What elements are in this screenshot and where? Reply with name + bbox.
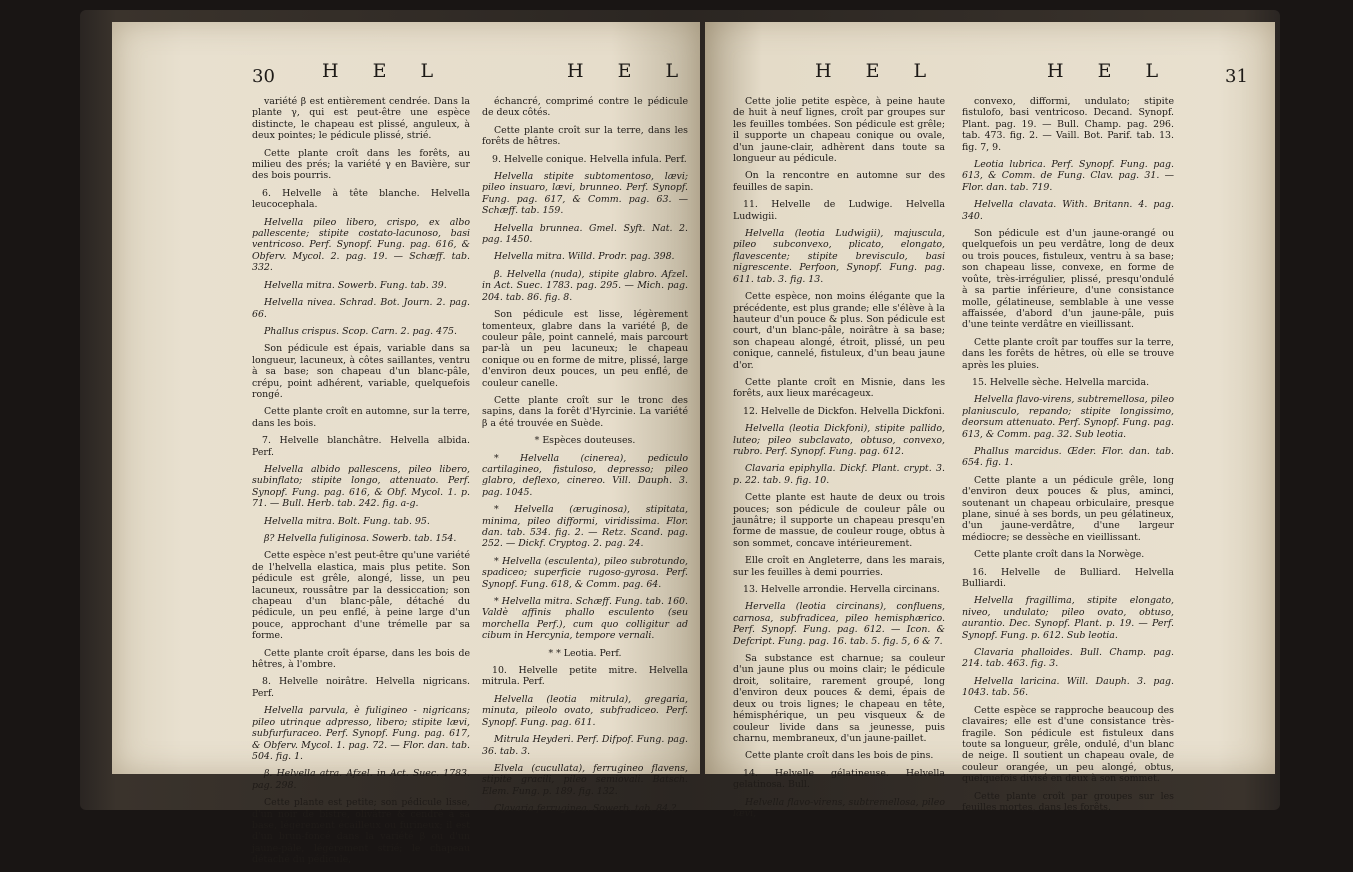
running-head: H E L	[322, 60, 448, 82]
paragraph: Clavaria phalloides. Bull. Champ. pag. 214. tab. 463. fig. 3.	[962, 647, 1174, 670]
paragraph: Helvella flavo-virens, subtremellosa, pileo planiusculo, repando; stipite longissimo, deorsum attenuato. Perf. Synopf. Fung. pag. 613, & Comm. pag. 32. Sub leotia.	[962, 394, 1174, 440]
running-head: H E L	[1047, 60, 1173, 82]
paragraph: β. Helvella (nuda), stipite glabro. Afzel. in Act. Suec. 1783. pag. 295. — Mich. pag. 204. tab. 86. fig. 8.	[482, 268, 688, 303]
paragraph: Cette plante croît en automne, sur la terre, dans les bois.	[252, 406, 470, 429]
paragraph: convexo, difformi, undulato; stipite fistulofo, basi ventricoso. Decand. Synopf. Plant. pag. 19. — Bull. Champ. pag. 296. tab. 473. fig. 2. — Vaill. Bot. Parif. tab. 13. fig. 7, 9.	[962, 96, 1174, 153]
paragraph: Helvella pileo libero, crispo, ex albo pallescente; stipite costato-lacunoso, basi ventricoso. Perf. Synopf. Fung. pag. 616, & Obferv. Mycol. 2. pag. 19. — Schæff. tab. 332.	[252, 216, 470, 274]
paragraph: 11. Helvelle de Ludwige. Helvella Ludwigii.	[733, 199, 945, 222]
paragraph: Cette jolie petite espèce, à peine haute de huit à neuf lignes, croît par groupes sur les feuilles tombées. Son pédicule est grêle; il supporte un chapeau conique ou ovale, d'un jaune-clair, adhèrent dans toute sa longueur au pédicule.	[733, 96, 945, 165]
paragraph: Helvella flavo-virens, subtremellosa, pileo lævi,	[733, 796, 945, 819]
paragraph: Cette plante croît par groupes sur les feuilles mortes, dans les forêts.	[962, 790, 1174, 813]
paragraph: 10. Helvelle petite mitre. Helvella mitrula. Perf.	[482, 665, 688, 688]
paragraph: Helvella (leotia Ludwigii), majuscula, pileo subconvexo, plicato, elongato, flavescente; stipite brevisculo, basi nigrescente. Perfoon, Synopf. Fung. pag. 611. tab. 3. fig. 13.	[733, 228, 945, 285]
paragraph: Cette plante croît dans les forêts, au milieu des prés; la variété γ en Bavière, sur des bois pourris.	[252, 147, 470, 182]
paragraph: 13. Helvelle arrondie. Hervella circinans.	[743, 584, 940, 596]
paragraph: variété β est entièrement cendrée. Dans la plante γ, qui est peut-être une espèce distincte, le chapeau est plissé, anguleux, à deux pointes; le pédicule plissé, strié.	[252, 96, 470, 142]
paragraph: 7. Helvelle blanchâtre. Helvella albida. Perf.	[252, 435, 470, 458]
paragraph: 15. Helvelle sèche. Helvella marcida.	[972, 376, 1150, 388]
paragraph: 12. Helvelle de Dickfon. Helvella Dickfoni.	[743, 405, 945, 417]
text-column	[733, 96, 945, 825]
paragraph: Cette espèce n'est peut-être qu'une variété de l'helvella elastica, mais plus petite. Son pédicule est grêle, alongé, lisse, un peu lacuneux, roussâtre par la dessiccation; son chapeau d'un blanc-pâle, détaché du pédicule, un peu enflé, à peine large d'un pouce, approchant d'une trémelle par sa forme.	[252, 550, 470, 642]
paragraph: 16. Helvelle de Bulliard. Helvella Bulliardi.	[962, 566, 1174, 590]
paragraph: 6. Helvelle à tête blanche. Helvella leucocephala.	[252, 187, 470, 211]
paragraph: Clavaria ferruginea. Sowerb. tab. 84.?	[494, 803, 677, 815]
paragraph: 14. Helvelle gélatineuse. Helvella gelatinosa. Bull.	[733, 767, 945, 791]
paragraph: Cette plante croît en Misnie, dans les forêts, aux lieux marécageux.	[733, 376, 945, 400]
paragraph: Helvella mitra. Bolt. Fung. tab. 95.	[264, 515, 430, 527]
paragraph: Elvela (cucullata), ferrugineo flavens, stipite gracili, pileo semiovali. Batsch. Elem. Fung. p. 189. fig. 132.	[482, 762, 688, 797]
text-column	[962, 96, 1174, 819]
paragraph: Cette plante est haute de deux ou trois pouces; son pédicule de couleur pâle ou jaunâtre; il supporte un chapeau presqu'en forme de massue, de couleur rouge, obtus à son sommet, concave intérieurement.	[733, 492, 945, 549]
paragraph: Mitrula Heyderi. Perf. Difpof. Fung. pag. 36. tab. 3.	[482, 734, 688, 757]
paragraph: Cette plante croît dans les bois de pins.	[745, 750, 934, 762]
paragraph: Helvella nivea. Schrad. Bot. Journ. 2. pag. 66.	[252, 297, 470, 320]
paragraph: Helvella parvula, è fuligineo - nigricans; pileo utrinque adpresso, libero; stipite lævi, subfurfuraceo. Perf. Synopf. Fung. pag. 617, & Obferv. Mycol. 1. pag. 72. — Flor. dan. tab. 504. fig. 1.	[252, 705, 470, 762]
paragraph: * Helvella mitra. Schæff. Fung. tab. 160. Valdè affinis phallo esculento (seu morchella Perf.), cum quo colligitur ad cibum in Hercynia, tempore vernali.	[482, 596, 688, 642]
paragraph: échancré, comprimé contre le pédicule de deux côtés.	[482, 96, 688, 119]
paragraph: Helvella stipite subtomentoso, lævi; pileo insuaro, lævi, brunneo. Perf. Synopf. Fung. pag. 617, & Comm. pag. 63. — Schæff. tab. 159.	[482, 171, 688, 217]
paragraph: Helvella mitra. Sowerb. Fung. tab. 39.	[264, 279, 447, 291]
paragraph: β. Helvella atra. Afzel. in Act. Suec. 1783. pag. 298.	[252, 768, 470, 791]
text-column	[252, 96, 470, 872]
paragraph: * Helvella (esculenta), pileo subrotundo, spadiceo; superficie rugoso-gyrosa. Perf. Synopf. Fung. 618, & Comm. pag. 64.	[482, 555, 688, 590]
paragraph: Cette espèce se rapproche beaucoup des clavaires; elle est d'une consistance très-fragile. Son pédicule est fistuleux dans toute sa longueur, grêle, ondulé, d'un blanc de neige. Il soutient un chapeau ovale, de couleur orangée, un peu alongé, obtus, quelquefois divisé en deux à son sommet.	[962, 704, 1174, 785]
paragraph: Cette plante croît dans la Norwège.	[974, 549, 1145, 561]
paragraph: Son pédicule est épais, variable dans sa longueur, lacuneux, à côtes saillantes, ventru à sa base; son chapeau d'un blanc-pâle, crépu, point adhérent, variable, quelquefois rongé.	[252, 343, 470, 400]
paragraph: Helvella brunnea. Gmel. Syft. Nat. 2. pag. 1450.	[482, 222, 688, 246]
paragraph: Helvella (leotia mitrula), gregaria, minuta, pileolo ovato, subfradiceo. Perf. Synopf. Fung. pag. 611.	[482, 693, 688, 728]
paragraph: Cette espèce, non moins élégante que la précédente, est plus grande; elle s'élève à la hauteur d'un pouce & plus. Son pédicule est court, d'un blanc-pâle, noirâtre à sa base; son chapeau alongé, étroit, plissé, un peu conique, cannelé, fistuleux, d'un beau jaune d'or.	[733, 291, 945, 371]
paragraph: * Espèces douteuses.	[534, 435, 636, 447]
left-page	[112, 22, 700, 866]
text-column	[482, 96, 688, 821]
paragraph: Leotia lubrica. Perf. Synopf. Fung. pag. 613, & Comm. de Fung. Clav. pag. 31. — Flor. dan. tab. 719.	[962, 159, 1174, 193]
paragraph: Cette plante croît éparse, dans les bois de hêtres, à l'ombre.	[252, 647, 470, 671]
paragraph: 8. Helvelle noirâtre. Helvella nigricans. Perf.	[252, 676, 470, 699]
paragraph: * Helvella (æruginosa), stipitata, minima, pileo difformi, viridissima. Flor. dan. tab. 534. fig. 2. — Retz. Scand. pag. 252. — Dickf. Cryptog. 2. pag. 24.	[482, 504, 688, 550]
paragraph: Cette plante a un pédicule grêle, long d'environ deux pouces & plus, aminci, soutenant un chapeau orbiculaire, presque plane, sinué à ses bords, un peu gélatineux, d'un jaune-verdâtre, d'une largeur médiocre; se dessèche en vieillissant.	[962, 474, 1174, 543]
paragraph: Helvella clavata. With. Britann. 4. pag. 340.	[962, 199, 1174, 222]
paragraph: Clavaria epiphylla. Dickf. Plant. crypt. 3. p. 22. tab. 9. fig. 10.	[733, 463, 945, 486]
paragraph: Phallus crispus. Scop. Carn. 2. pag. 475.	[264, 325, 457, 337]
paragraph: Cette plante croît sur la terre, dans les forêts de hêtres.	[482, 124, 688, 148]
paragraph: * * Leotia. Perf.	[548, 647, 622, 659]
paragraph: Helvella (leotia Dickfoni), stipite pallido, luteo; pileo subclavato, obtuso, convexo, rubro. Perf. Synopf. Fung. pag. 612.	[733, 423, 945, 457]
paragraph: Helvella laricina. Will. Dauph. 3. pag. 1043. tab. 56.	[962, 675, 1174, 699]
paragraph: Helvella fragillima, stipite elongato, niveo, undulato; pileo ovato, obtuso, aurantio. Dec. Synopf. Plant. p. 19. — Perf. Synopf. Fung. p. 612. Sub leotia.	[962, 595, 1174, 641]
page-number: 30	[252, 66, 275, 87]
paragraph: Sa substance est charnue; sa couleur d'un jaune plus ou moins clair; le pédicule droit, solitaire, rarement groupé, long d'environ deux pouces & demi, épais de deux ou trois lignes; le chapeau en tête, hémisphérique, un peu visqueux & de couleur livide dans sa jeunesse, puis charnu, membraneux, d'un jaune-paillet.	[733, 653, 945, 744]
right-page	[705, 22, 1275, 819]
paragraph: Cette plante croît par touffes sur la terre, dans les forêts de hêtres, où elle se trouve après les pluies.	[962, 336, 1174, 371]
paragraph: Hervella (leotia circinans), confluens, carnosa, subfradicea, pileo hemisphærico. Perf. Synopf. Fung. pag. 612. — Icon. & Defcript. Fung. pag. 16. tab. 5. fig. 5, 6 & 7.	[733, 601, 945, 647]
paragraph: Son pédicule est lisse, légèrement tomenteux, glabre dans la variété β, de couleur pâle, point cannelé, mais parcourt par-là un peu lacuneux; le chapeau conique ou en forme de mitre, plissé, large d'environ deux pouces, un peu enflé, de couleur canelle.	[482, 309, 688, 389]
paragraph: Cette plante est petite; son pédicule lisse, d'un noir de bistre, olivâtre & cendré à sa base, légèrement écailleux ou furineux; il est d'un brun-foncé dans la variété β ou d'un jaune-pâle, légèrement strié; le chapeau détaché du pédicule,	[252, 797, 470, 866]
paragraph: Son pédicule est d'un jaune-orangé ou quelquefois un peu verdâtre, long de deux ou trois pouces, fistuleux, ventru à sa base; son chapeau lisse, convexe, en forme de voûte, très-irrégulier, plissé, presqu'ondulé à sa partie inférieure, d'une consistance molle, gélatineuse, semblable à une vesse affaissée, d'abord d'un jaune-pâle, puis d'une teinte verdâtre en vieillissant.	[962, 228, 1174, 331]
paragraph: Phallus marcidus. Œder. Flor. dan. tab. 654. fig. 1.	[962, 445, 1174, 469]
page-number: 31	[1225, 66, 1248, 87]
paragraph: Cette plante croît sur le tronc des sapins, dans la forêt d'Hyrcinie. La variété β a été trouvée en Suède.	[482, 394, 688, 429]
running-head: H E L	[567, 60, 693, 82]
paragraph: Helvella mitra. Willd. Prodr. pag. 398.	[494, 251, 675, 263]
paragraph: On la rencontre en automne sur des feuilles de sapin.	[733, 170, 945, 193]
paragraph: * Helvella (cinerea), pediculo cartilagineo, fistuloso, depresso; pileo glabro, deflexo, cinereo. Vill. Dauph. 3. pag. 1045.	[482, 452, 688, 498]
running-head: H E L	[815, 60, 941, 82]
paragraph: Elle croît en Angleterre, dans les marais, sur les feuilles à demi pourries.	[733, 555, 945, 578]
paragraph: β? Helvella fuliginosa. Sowerb. tab. 154.	[264, 533, 457, 544]
paragraph: Helvella albido pallescens, pileo libero, subinflato; stipite longo, attenuato. Perf. Synopf. Fung. pag. 616, & Obf. Mycol. 1. p. 71. — Bull. Herb. tab. 242. fig. a-g.	[252, 463, 470, 510]
paragraph: 9. Helvelle conique. Helvella infula. Perf.	[492, 153, 687, 165]
